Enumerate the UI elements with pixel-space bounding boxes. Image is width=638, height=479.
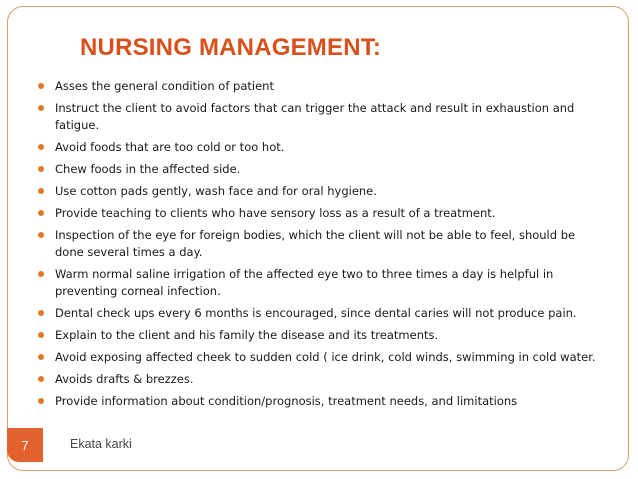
bullet-text: Inspection of the eye for foreign bodies, which the client will not be able to feel, should be done several times a day. [55, 228, 576, 259]
bullet-icon [38, 354, 44, 360]
footer-author: Ekata karki [70, 437, 132, 451]
page-number: 7 [21, 437, 29, 453]
bullet-icon [38, 105, 44, 111]
list-item [38, 100, 598, 134]
list-item [38, 183, 598, 200]
bullet-text: Provide information about condition/prognosis, treatment needs, and limitations [55, 394, 518, 408]
list-item [38, 305, 598, 322]
bullet-icon [38, 144, 44, 150]
bullet-text: Explain to the client and his family the disease and its treatments. [55, 328, 439, 342]
list-item [38, 393, 598, 410]
bullet-text: Provide teaching to clients who have sensory loss as a result of a treatment. [55, 206, 496, 220]
bullet-icon [38, 271, 44, 277]
list-item [38, 161, 598, 178]
list-item [38, 205, 598, 222]
bullet-icon [38, 83, 44, 89]
bullet-icon [38, 310, 44, 316]
list-item [38, 227, 598, 261]
slide-title: NURSING MANAGEMENT: [80, 34, 382, 61]
list-item [38, 371, 598, 388]
bullet-icon [38, 398, 44, 404]
page-number-badge [7, 428, 43, 462]
bullet-text: Instruct the client to avoid factors that can trigger the attack and result in exhaustion and fatigue. [55, 101, 575, 132]
bullet-text: Chew foods in the affected side. [55, 162, 241, 176]
bullet-text: Asses the general condition of patient [55, 79, 274, 93]
bullet-text: Warm normal saline irrigation of the affected eye two to three times a day is helpful in preventing corneal infection. [55, 267, 554, 298]
list-item [38, 349, 598, 366]
bullet-icon [38, 166, 44, 172]
bullet-text: Use cotton pads gently, wash face and for oral hygiene. [55, 184, 377, 198]
bullet-icon [38, 188, 44, 194]
list-item [38, 266, 598, 300]
list-item [38, 327, 598, 344]
bullet-text: Dental check ups every 6 months is encouraged, since dental caries will not produce pain. [55, 306, 577, 320]
bullet-icon [38, 210, 44, 216]
bullet-list [38, 78, 598, 415]
bullet-icon [38, 332, 44, 338]
bullet-icon [38, 232, 44, 238]
list-item [38, 78, 598, 95]
bullet-icon [38, 376, 44, 382]
list-item [38, 139, 598, 156]
bullet-text: Avoids drafts & brezzes. [55, 372, 194, 386]
bullet-text: Avoid foods that are too cold or too hot. [55, 140, 285, 154]
bullet-text: Avoid exposing affected cheek to sudden cold ( ice drink, cold winds, swimming in cold water. [55, 350, 596, 364]
